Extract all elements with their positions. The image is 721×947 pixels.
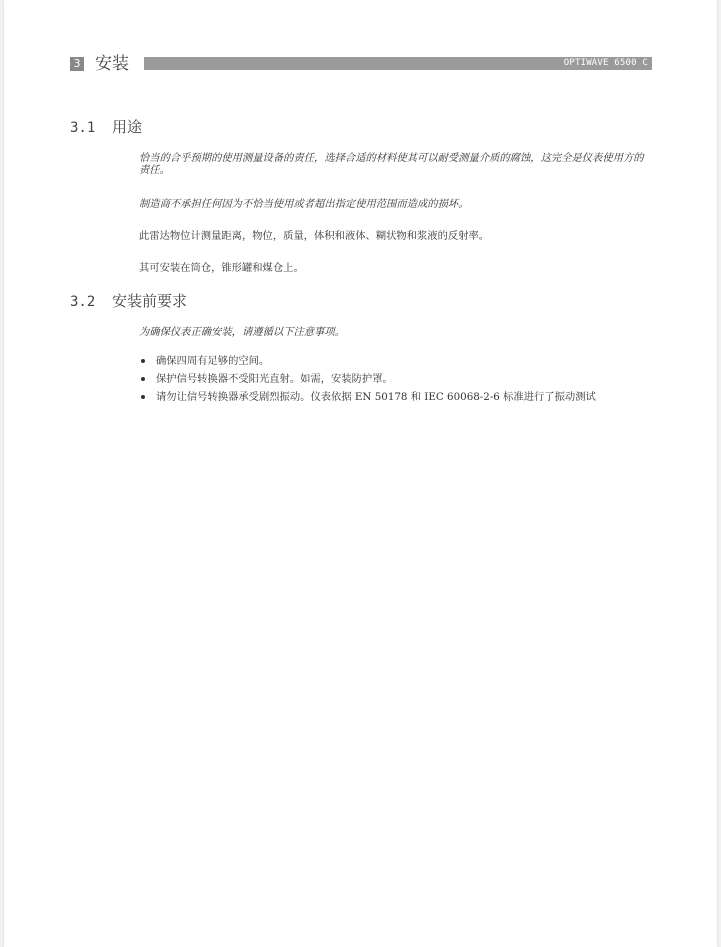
- section-title: 安装前要求: [112, 292, 188, 310]
- paragraph-installation-locations: 其可安装在筒仓，锥形罐和煤仓上。: [139, 262, 304, 274]
- bullet-icon: [141, 377, 145, 381]
- section-number: 3.1: [70, 120, 96, 136]
- list-item: [139, 373, 659, 391]
- header-bar: [144, 57, 652, 70]
- requirements-list: [139, 355, 659, 409]
- list-item: [139, 355, 659, 373]
- paragraph-installation-intro: 为确保仪表正确安装，请遵循以下注意事项。: [139, 326, 345, 338]
- section-title: 用途: [112, 118, 143, 136]
- list-item-text: 保护信号转换器不受阳光直射。如需，安装防护罩。: [156, 373, 393, 385]
- list-item-text: 请勿让信号转换器承受剧烈振动。仪表依据 EN 50178 和 IEC 60068-2-6 标准进行了振动测试: [156, 391, 596, 403]
- bullet-icon: [141, 395, 145, 399]
- section-heading-3-1: [70, 117, 142, 138]
- list-item: [139, 391, 659, 409]
- page-header: [70, 52, 652, 76]
- bullet-icon: [141, 359, 145, 363]
- paragraph-measurement-description: 此雷达物位计测量距离，物位，质量，体积和液体、糊状物和浆液的反射率。: [139, 230, 490, 242]
- list-item-text: 确保四周有足够的空间。: [156, 355, 270, 367]
- product-name: OPTIWAVE 6500 C: [563, 58, 648, 68]
- section-heading-3-2: [70, 291, 187, 312]
- chapter-title: 安装: [95, 54, 129, 74]
- paragraph-manufacturer-liability: 制造商不承担任何因为不恰当使用或者超出指定使用范围而造成的损坏。: [139, 198, 469, 210]
- paragraph-responsibility: 恰当的合乎预期的使用测量设备的责任，选择合适的材料使其可以耐受测量介质的腐蚀，这完全是仪表使用方的责任。: [139, 152, 644, 176]
- section-number: 3.2: [70, 294, 96, 310]
- document-page: [4, 0, 717, 947]
- chapter-number-badge: 3: [70, 57, 84, 71]
